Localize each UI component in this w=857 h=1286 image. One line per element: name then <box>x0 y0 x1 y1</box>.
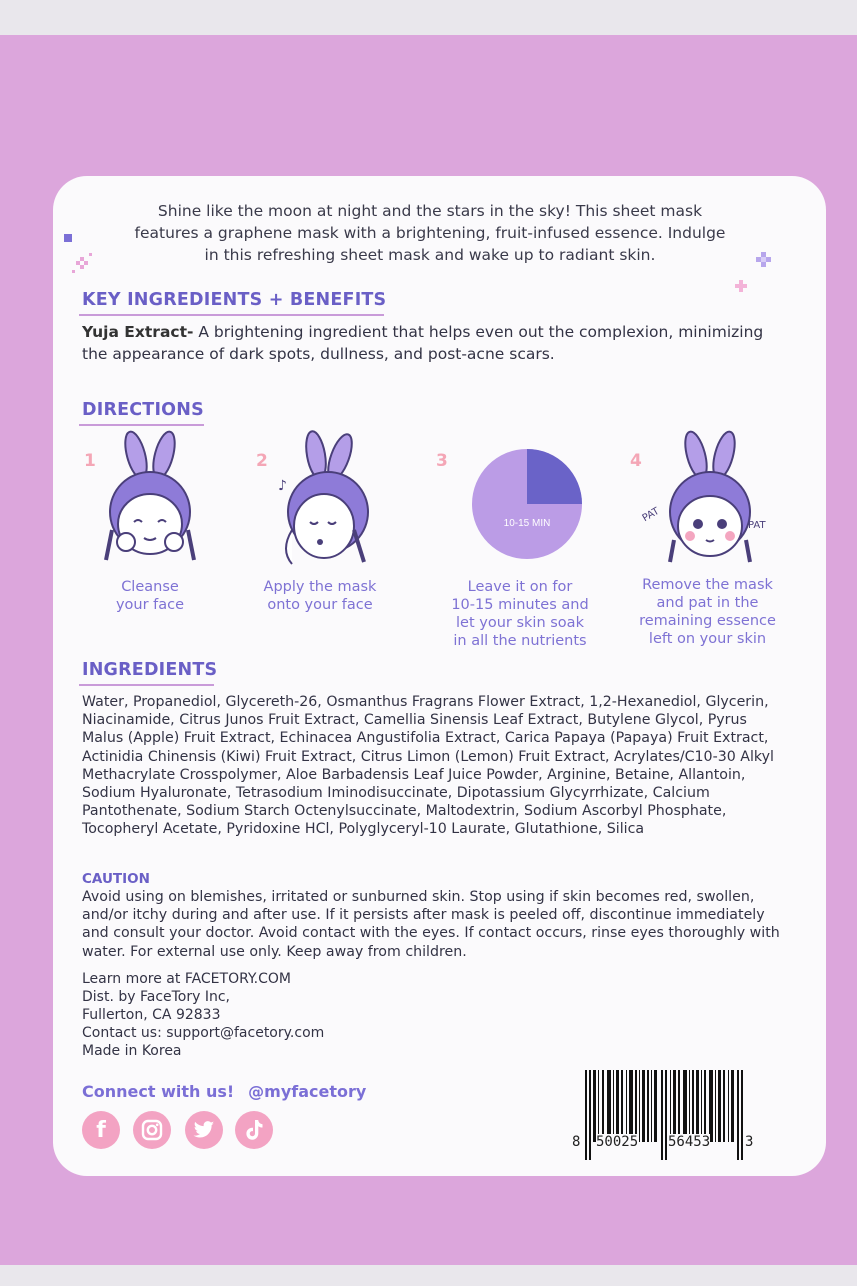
step-caption: Leave it on for 10-15 minutes and let your skin soak in all the nutrients <box>451 579 589 649</box>
step-caption: Cleanse your face <box>115 579 185 613</box>
ingredients-list: Water, Propanediol, Glycereth-26, Osmanthus Fragrans Flower Extract, 1,2-Hexanediol, Glycerin, Niacinamide, Citrus Junos Fruit Extract, Camellia Sinensis Leaf Extract, Butylene Glycol, Pyrus Malus (Apple) Fruit Extract, Echinacea Angustifolia Extract, Carica Papaya (Papaya) Fruit Extract, Actinidia Chinensis (Kiwi) Fruit Extract, Citrus Limon (Lemon) Fruit Extract, Acrylates/C10-30 Alkyl Methacrylate Crosspolymer, Aloe Barbadensis Leaf Juice Powder, Arginine, Betaine, Allantoin, Sodium Hyaluronate, Tetrasodium Iminodisuccinate, Dipotassium Glycyrrhizate, Calcium Pantothenate, Sodium Starch Octenylsuccinate, Maltodextrin, Sodium Ascorbyl Phosphate, Tocopheryl Acetate, Pyridoxine HCl, Polyglyceryl-10 Laurate, Glutathione, Silica <box>82 694 774 838</box>
girl-patting-face-illustration <box>640 430 780 570</box>
key-ingredient-name: Yuja Extract- <box>82 323 194 341</box>
intro-paragraph <box>80 200 780 266</box>
social-handle: @myfacetory <box>248 1082 367 1101</box>
twitter-icon <box>185 1111 223 1149</box>
intro-line: in this refreshing sheet mask and wake up to radiant skin. <box>204 246 656 264</box>
timer-label: 10-15 MIN <box>503 518 551 529</box>
svg-text:♪: ♪ <box>278 478 287 494</box>
heading-underline <box>79 424 204 426</box>
instagram-icon <box>133 1111 171 1149</box>
tiktok-icon <box>235 1111 273 1149</box>
contact-email: Contact us: support@facetory.com <box>82 1025 325 1041</box>
girl-applying-mask-illustration <box>272 430 376 575</box>
girl-cleansing-illustration <box>98 430 202 570</box>
timer-pie-icon <box>471 448 583 560</box>
caution-text: Avoid using on blemishes, irritated or sunburned skin. Stop using if skin becomes red, swollen, and/or itchy during and after use. If it persists after mask is peeled off, discontinue immediately and consult your doctor. Avoid contact with the eyes. If contact occurs, rinse eyes thoroughly with water. For external use only. Keep away from children. <box>82 889 780 960</box>
step-caption: Apply the mask onto your face <box>263 579 377 613</box>
connect-row <box>82 1082 380 1101</box>
barcode-digit: 56453 <box>668 1134 711 1150</box>
heading-underline <box>79 684 214 686</box>
step-number: 2 <box>256 451 268 471</box>
pat-label: PAT <box>748 520 766 531</box>
ingredients-heading: INGREDIENTS <box>82 660 217 680</box>
city-text: Fullerton, CA 92833 <box>82 1007 221 1023</box>
caution-heading: CAUTION <box>82 871 150 887</box>
pat-label: PAT <box>640 505 662 525</box>
heading-underline <box>79 314 384 316</box>
origin-text: Made in Korea <box>82 1043 182 1059</box>
intro-line: features a graphene mask with a brightening, fruit-infused essence. Indulge <box>134 224 726 242</box>
step-number: 3 <box>436 451 448 471</box>
facebook-icon: f <box>82 1111 120 1149</box>
learn-more-text: Learn more at FACETORY.COM <box>82 971 291 987</box>
key-ingredient-description <box>82 321 782 365</box>
barcode-digit: 3 <box>745 1134 754 1150</box>
distributor-text: Dist. by FaceTory Inc, <box>82 989 231 1005</box>
step-caption: Remove the mask and pat in the remaining essence left on your skin <box>639 577 776 647</box>
step-number: 1 <box>84 451 96 471</box>
step-number: 4 <box>630 451 642 471</box>
tear-notch-left <box>0 35 330 145</box>
connect-label: Connect with us! <box>82 1082 235 1101</box>
directions-heading: DIRECTIONS <box>82 400 204 420</box>
intro-line: Shine like the moon at night and the stars in the sky! This sheet mask <box>157 202 703 220</box>
key-ingredients-heading: KEY INGREDIENTS + BENEFITS <box>82 290 386 310</box>
barcode-digit: 50025 <box>596 1134 639 1150</box>
barcode-digit: 8 <box>572 1134 581 1150</box>
key-ingredient-text: A brightening ingredient that helps even out the complexion, minimizing the appearance of dark spots, dullness, and post-acne scars. <box>82 323 764 363</box>
